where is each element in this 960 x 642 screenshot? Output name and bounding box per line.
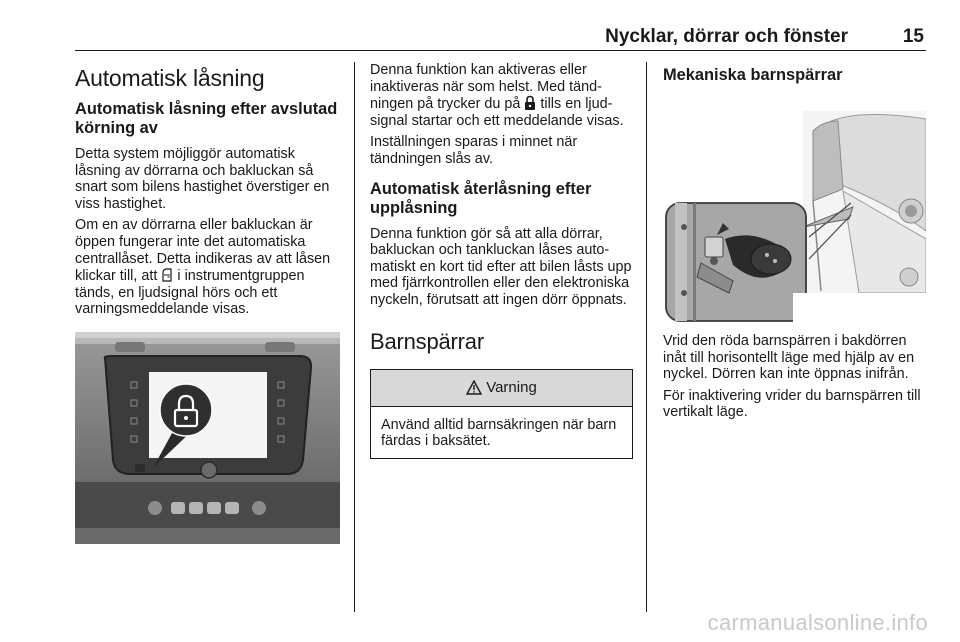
warning-text: Använd alltid barnsäkringen när barn färdas i baksätet.	[381, 416, 617, 450]
warning-triangle-icon	[466, 380, 482, 395]
page-header	[75, 24, 926, 51]
warning-box	[370, 369, 633, 459]
column-right	[663, 62, 926, 426]
column-middle	[370, 62, 632, 459]
chapter-title: Nycklar, dörrar och fönster	[605, 26, 848, 47]
column-divider	[646, 62, 647, 612]
column-left	[75, 62, 340, 544]
lock-icon	[524, 95, 536, 111]
column-divider	[354, 62, 355, 612]
subsection-heading: Automatisk återlåsning efter upplåsning	[370, 179, 592, 217]
paragraph: Vrid den röda barnspärren i bakdörren inåt till horisontellt läge med hjälp av en nyckel. Dörren kan inte öppnas inifrån.	[663, 333, 915, 383]
warning-label: Varning	[486, 379, 537, 397]
paragraph: Inställningen sparas i minnet när tändningen slås av.	[370, 134, 578, 167]
paragraph: Denna funktion gör så att alla dörrar, bakluckan och tankluckan låses automatiskt en kort tid efter att bilen låsts upp med fjärrkontrollen eller den elektroniska nyckeln, förutsatt att ingen dörr öppnats.	[370, 225, 632, 308]
door-open-icon	[161, 267, 173, 283]
subsection-heading: Mekaniska barnspärrar	[663, 66, 843, 84]
paragraph: Om en av dörrarna eller bakluckan är öppen fungerar inte det automatiska centrallåset. Detta indikeras av att låsen klickar till, att i instrumentgruppen tänds, en ljudsignal hörs och ett varningsmeddelande visas.	[75, 217, 331, 318]
watermark: carmanualsonline.info	[707, 610, 928, 635]
paragraph: Denna funktion kan aktiveras eller inaktiveras när som helst. Med tändningen på trycker du på tills en ljudsignal startar och ett meddelande visas.	[370, 62, 624, 129]
warning-header	[371, 370, 632, 407]
dashboard-lock-button-illustration	[75, 332, 340, 544]
paragraph: Detta system möjliggör automatisk låsning av dörrarna och bakluckan så snart som bilens hastighet överstiger en viss hastighet.	[75, 146, 330, 212]
subsection-heading: Automatisk låsning efter avslutad körning av	[75, 100, 338, 137]
child-lock-illustration	[663, 111, 926, 323]
section-heading: Automatisk låsning	[75, 65, 265, 91]
paragraph: För inaktivering vrider du barnspärren till vertikalt läge.	[663, 387, 921, 421]
page-number: 15	[902, 26, 924, 47]
section-heading: Barnspärrar	[370, 328, 484, 354]
